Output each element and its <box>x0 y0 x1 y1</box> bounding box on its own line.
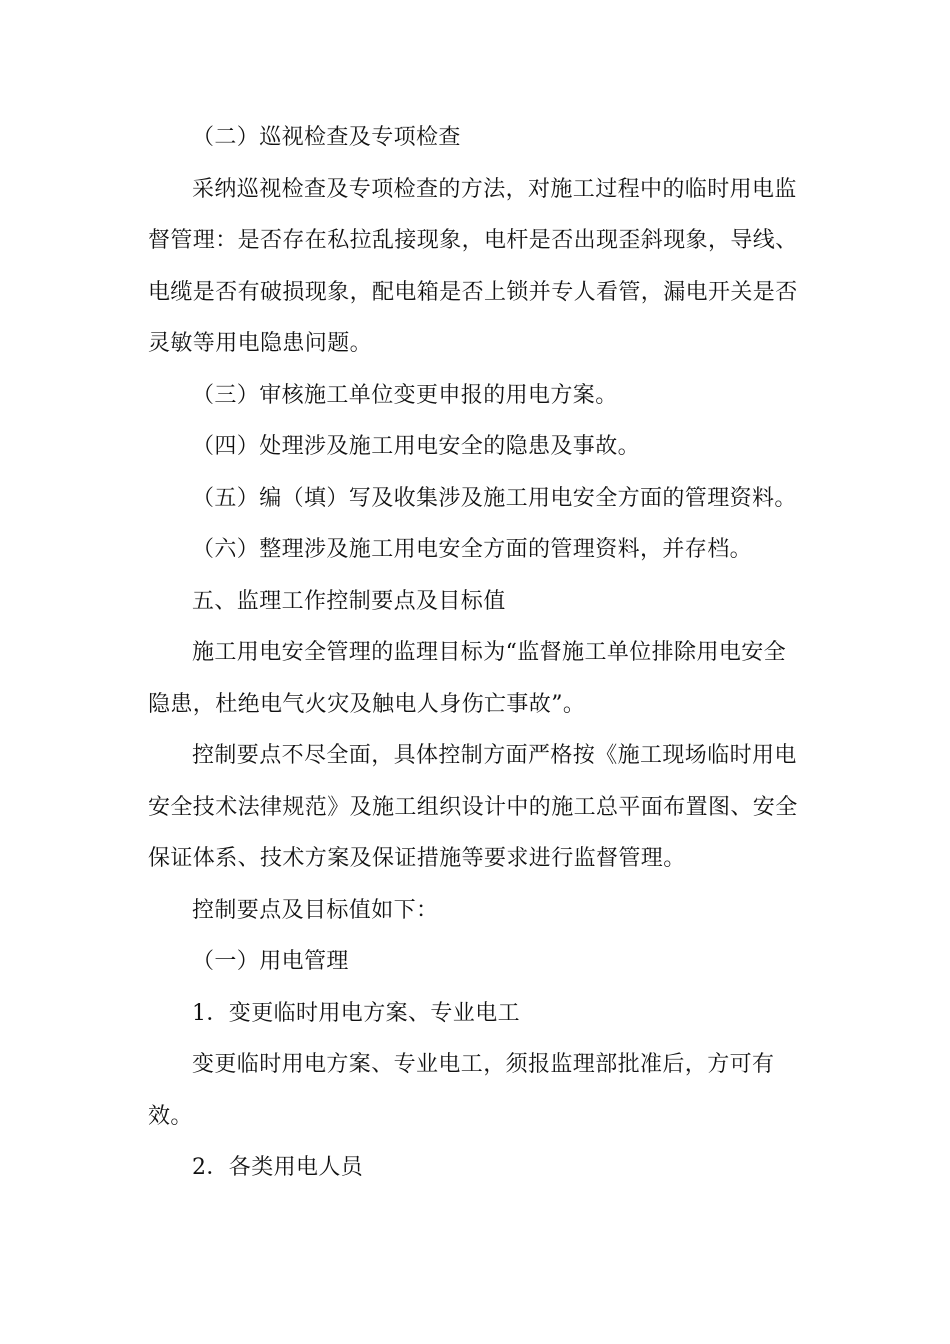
paragraph-patrol-method: 采纳巡视检查及专项检查的方法，对施工过程中的临时用电监督管理：是否存在私拉乱接现象，电杆是否出现歪斜现象，导线、电缆是否有破损现象，配电箱是否上锁并专人看管，漏电开关是否灵敏等用电隐患问题。 <box>148 176 798 356</box>
document-body <box>148 112 808 1194</box>
item-archive-records: （六）整理涉及施工用电安全方面的管理资料，并存档。 <box>192 537 753 562</box>
heading-control-points: 五、监理工作控制要点及目标值 <box>192 588 506 614</box>
paragraph-change-approval: 变更临时用电方案、专业电工，须报监理部批准后，方可有效。 <box>148 1052 775 1129</box>
heading-patrol-inspection: （二）巡视检查及专项检查 <box>192 125 461 150</box>
paragraph-supervision-goal: 施工用电安全管理的监理目标为“监督施工单位排除用电安全隐患，杜绝电气火灾及触电人身伤亡事故”。 <box>148 640 787 717</box>
item-handle-hazards: （四）处理涉及施工用电安全的隐患及事故。 <box>192 434 641 459</box>
heading-power-management: （一）用电管理 <box>192 949 349 974</box>
item-review-plan: （三）审核施工单位变更申报的用电方案。 <box>192 382 618 408</box>
subheading-change-plan: 1．变更临时用电方案、专业电工 <box>192 1000 520 1026</box>
paragraph-control-basis: 控制要点不尽全面，具体控制方面严格按《施工现场临时用电安全技术法律规范》及施工组织设计中的施工总平面布置图、安全保证体系、技术方案及保证措施等要求进行监督管理。 <box>148 743 798 871</box>
subheading-power-personnel: 2．各类用电人员 <box>192 1155 364 1180</box>
paragraph-targets-intro: 控制要点及目标值如下： <box>192 897 439 923</box>
item-compile-records: （五）编（填）写及收集涉及施工用电安全方面的管理资料。 <box>192 485 797 511</box>
